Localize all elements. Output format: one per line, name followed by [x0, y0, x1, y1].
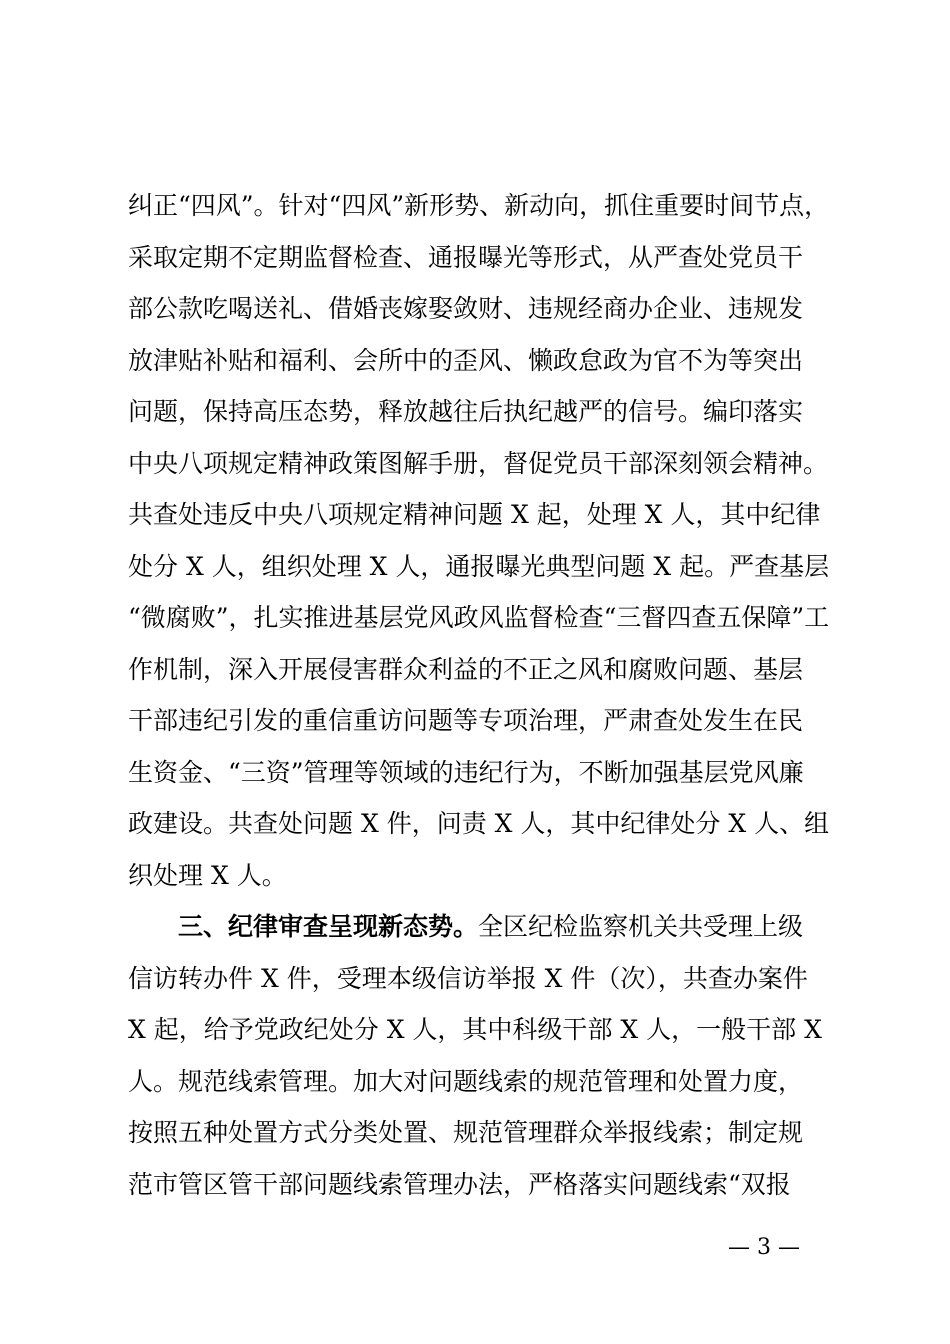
page-number: — 3 —: [728, 1235, 800, 1260]
paragraph-line: 纠正“四风”。针对“四风”新形势、新动向，抓住重要时间节点，: [128, 191, 830, 220]
paragraph-line: 问题，保持高压态势，释放越往后执纪越严的信号。编印落实: [128, 397, 804, 426]
paragraph-line: 按照五种处置方式分类处置、规范管理群众举报线索；制定规: [128, 1118, 804, 1147]
paragraph-line: 部公款吃喝送礼、借婚丧嫁娶敛财、违规经商办企业、违规发: [128, 294, 804, 323]
paragraph-line: 采取定期不定期监督检查、通报曝光等形式，从严查处党员干: [128, 243, 804, 272]
paragraph-line: 放津贴补贴和福利、会所中的歪风、懒政怠政为官不为等突出: [128, 346, 804, 375]
paragraph-line: 处分 X 人，组织处理 X 人，通报曝光典型问题 X 起。严查基层: [128, 552, 830, 581]
paragraph-line: 人。规范线索管理。加大对问题线索的规范管理和处置力度，: [128, 1067, 804, 1096]
paragraph-line: 政建设。共查处问题 X 件，问责 X 人，其中纪律处分 X 人、组: [128, 809, 830, 838]
section-heading-line: [178, 901, 838, 953]
paragraph-line: X 起，给予党政纪处分 X 人，其中科级干部 X 人，一般干部 X: [128, 1015, 822, 1044]
paragraph-line: 生资金、“三资”管理等领域的违纪行为，不断加强基层党风廉: [128, 758, 804, 787]
section-heading: 三、纪律审查呈现新态势。: [178, 912, 479, 941]
paragraph-line: 信访转办件 X 件，受理本级信访举报 X 件（次），共查办案件: [128, 964, 808, 993]
paragraph-line: 共查处违反中央八项规定精神问题 X 起，处理 X 人，其中纪律: [128, 500, 821, 529]
paragraph-line: 中央八项规定精神政策图解手册，督促党员干部深刻领会精神。: [128, 449, 829, 478]
section-text: 全区纪检监察机关共受理上级: [478, 912, 804, 941]
paragraph-line: 作机制，深入开展侵害群众利益的不正之风和腐败问题、基层: [128, 655, 804, 684]
paragraph-line: “微腐败”，扎实推进基层党风政风监督检查“三督四查五保障”工: [128, 603, 830, 632]
paragraph-line: 干部违纪引发的重信重访问题等专项治理，严肃查处发生在民: [128, 706, 804, 735]
paragraph-line: 织处理 X 人。: [128, 861, 287, 890]
paragraph-line: 范市管区管干部问题线索管理办法，严格落实问题线索“双报: [128, 1170, 791, 1199]
